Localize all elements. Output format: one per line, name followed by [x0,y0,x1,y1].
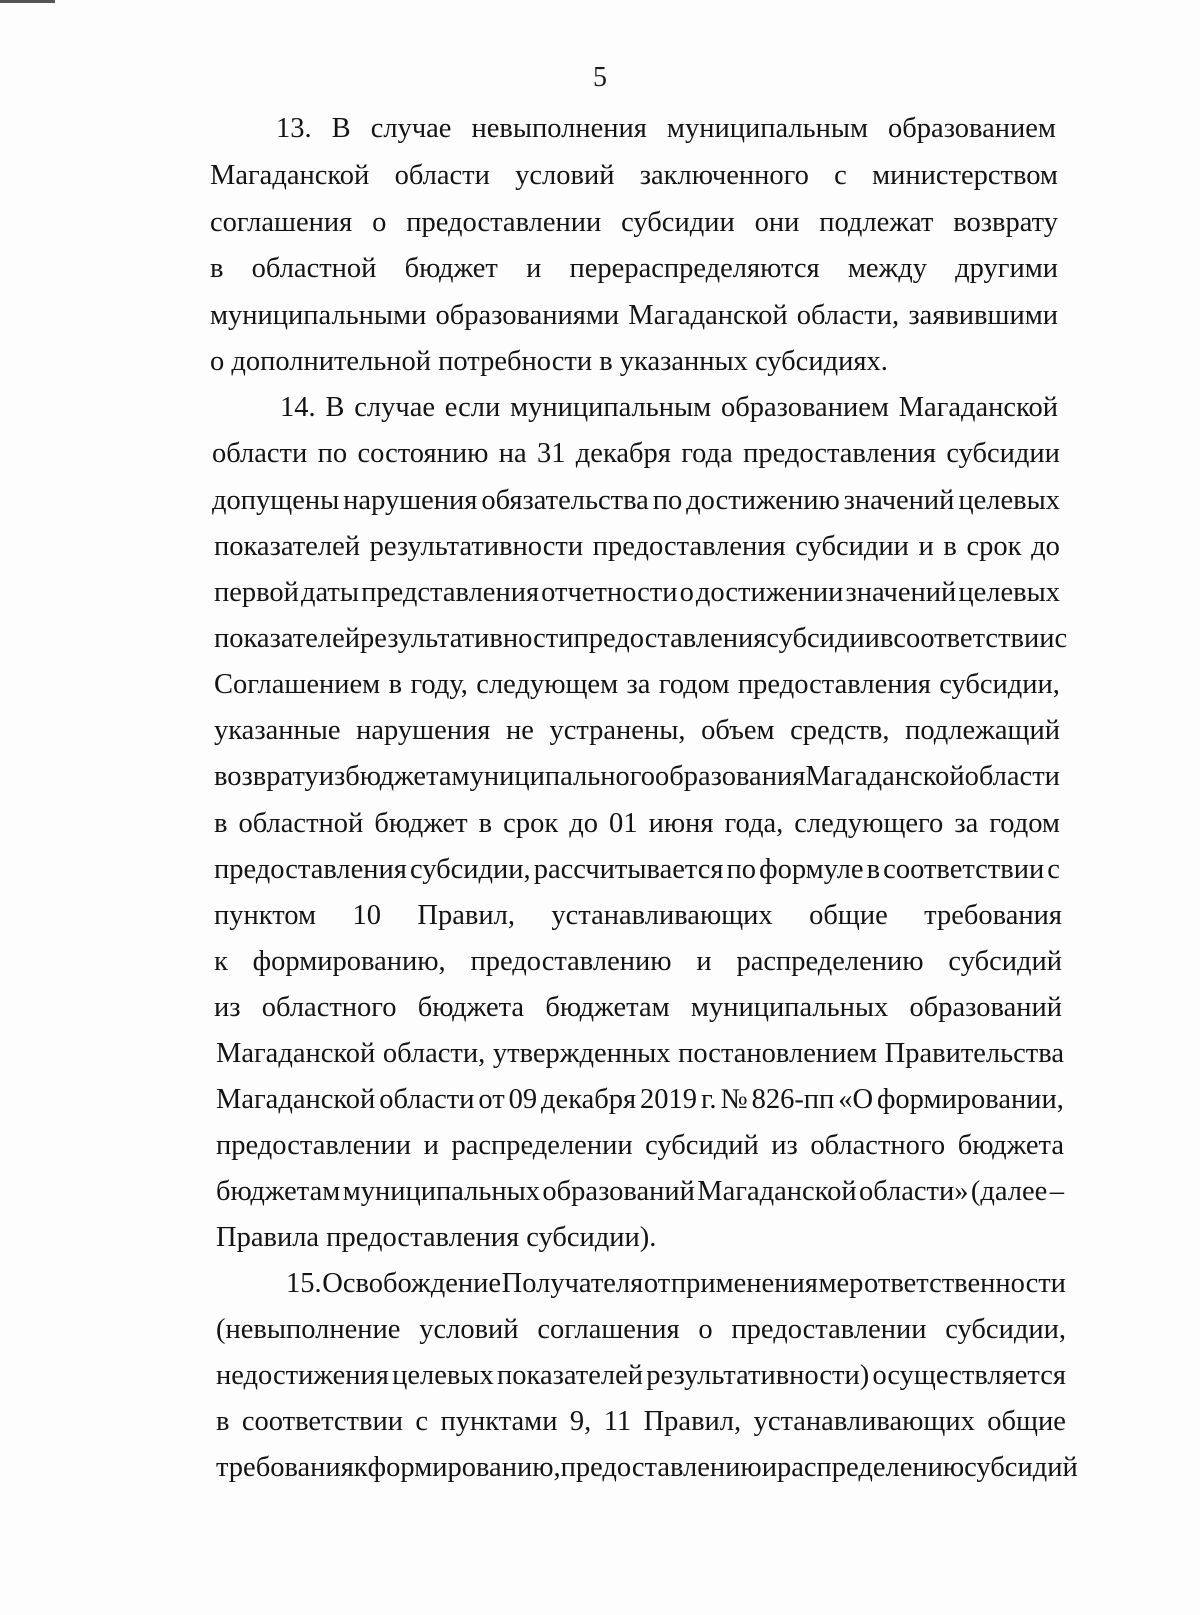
text-word: из [318,761,346,792]
text-word: – [1049,1176,1064,1207]
text-word: целевых [958,485,1060,516]
text-word: предоставления [592,531,786,562]
text-word: соответствии [241,1406,403,1437]
text-word: от [643,1268,671,1299]
text-word: и [423,1130,439,1161]
text-word: В [331,113,351,144]
text-word: областной [238,808,364,839]
text-word: другими [955,253,1058,284]
text-word: бюджетам [216,1176,341,1207]
text-word: в [216,1406,230,1437]
text-word: с [834,160,847,191]
text-word: года, [724,808,784,839]
text-line [216,1084,1064,1116]
text-word: распределению [736,946,924,977]
text-word: 10 [352,900,381,931]
text-word: «О [838,1084,874,1115]
text-word: формуле [759,854,864,885]
text-word: до [1031,531,1060,562]
text-word: заявившими [908,300,1058,331]
text-word: предоставлению [470,946,672,977]
text-line [216,1176,1064,1208]
text-word: Правил, [417,900,515,931]
text-word: по [726,854,757,885]
text-line [210,253,1058,285]
text-word: общие [809,900,888,931]
text-word: мер [818,1268,864,1299]
text-word: утвержденных [492,1038,671,1069]
text-word: годом [989,808,1060,839]
text-line [216,1130,1064,1162]
text-word: применения [670,1268,818,1299]
text-word: Соглашением [214,669,381,700]
text-word: если [444,392,501,423]
text-line [214,761,1060,793]
text-word: Магаданской [697,1176,857,1207]
text-word: 13. [276,113,312,144]
text-word: муниципальных [342,1176,541,1207]
text-word: подлежащий [905,715,1060,746]
text-word: и [696,946,712,977]
text-word: они [754,207,800,238]
text-line [214,531,1060,563]
text-word: июня [648,808,714,839]
text-word: областного [810,1130,946,1161]
text-word: Получателя [501,1268,644,1299]
text-word: устранены, [549,715,686,746]
text-word: Магаданской [216,1038,376,1069]
text-line [214,623,1068,655]
text-word: областной [251,253,377,284]
text-word: 9, [569,1406,592,1437]
text-line [210,300,1058,332]
text-word: из [214,992,241,1023]
text-word: средств, [790,715,890,746]
text-word: допущены [212,485,340,516]
text-word: предоставлении [216,1130,412,1161]
text-word: Магаданской [628,300,788,331]
text-word: о [372,207,387,238]
text-word: результативности) [646,1360,870,1391]
text-word: бюджета [417,992,525,1023]
text-word: пунктами [440,1406,558,1437]
text-word: о [679,577,694,608]
text-word: возврату [953,207,1058,238]
text-word: 09 [508,1084,538,1115]
text-line [276,113,1056,145]
text-word: соответствии [883,854,1045,885]
text-word: в [388,669,403,700]
text-word: области [964,761,1060,792]
text-word: предоставления [573,623,767,654]
text-word: показателей [214,531,360,562]
text-word: бюджета [957,1130,1064,1161]
text-word: области [212,438,308,469]
text-word: устанавливающих [753,1406,975,1437]
text-line [210,346,888,378]
text-line [280,392,1058,424]
text-word: на [498,438,527,469]
text-word: области, [796,300,900,331]
text-word: субсидий [645,1130,759,1161]
text-word: области» [858,1176,969,1207]
text-word: по [652,485,683,516]
text-word: в [866,854,881,885]
text-word: распределении [451,1130,633,1161]
text-word: представления [361,577,540,608]
text-word: предоставлении [731,1314,927,1345]
text-word: отчетности [541,577,678,608]
text-word: от [478,1084,505,1115]
scan-edge-mark [0,0,55,3]
text-word: случае [354,392,435,423]
text-word: 826-пп [751,1084,835,1115]
text-word: общие [987,1406,1066,1437]
text-word: срок [966,531,1022,562]
text-word: областного [261,992,397,1023]
text-word: за [954,808,979,839]
text-word: Магаданской [216,1084,376,1115]
text-word: образования [654,761,806,792]
text-word: субсидии [766,623,880,654]
text-word: постановлением [678,1038,878,1069]
text-word: (невыполнение [216,1314,401,1345]
text-word: субсидии [621,207,735,238]
text-word: в [478,808,493,839]
text-word: целевых [958,577,1060,608]
text-word: достижению [686,485,840,516]
text-word: по [317,438,348,469]
page-number: 5 [593,62,607,93]
text-word: ответственности [864,1268,1066,1299]
text-word: о дополнительной потребности в указанных субсидиях. [210,346,888,377]
text-line [216,1452,1078,1484]
text-word: года [681,438,733,469]
text-word: г. [700,1084,717,1115]
text-line [214,808,1060,840]
text-word: соответствии [893,623,1055,654]
text-line [286,1268,1066,1300]
text-word: декабря [575,438,671,469]
text-word: и [526,253,542,284]
text-word: формировании, [876,1084,1064,1115]
text-word: муниципальным [666,113,869,144]
text-word: образований [909,992,1062,1023]
text-word: показателей [214,623,360,654]
text-word: о [698,1314,713,1345]
text-line [214,992,1062,1024]
text-word: формированию, [252,946,446,977]
text-word: образованием [720,392,889,423]
text-word: соглашения [537,1314,680,1345]
text-word: следующем [476,669,619,700]
text-word: декабря [541,1084,637,1115]
text-word: из [771,1130,798,1161]
text-line [214,715,1060,747]
text-word: бюджетам [545,992,670,1023]
text-line [214,669,1060,701]
text-word: и [761,1452,777,1483]
text-word: бюджет [404,253,498,284]
text-word: нарушения [356,715,491,746]
text-word: образованием [888,113,1056,144]
text-word: состоянию [357,438,489,469]
text-word: за [626,669,651,700]
text-word: значений [845,577,957,608]
text-word: распределению [777,1452,965,1483]
text-word: между [847,253,927,284]
text-word: субсидии, [945,1314,1066,1345]
text-word: нарушения [343,485,478,516]
text-word: соглашения [210,207,353,238]
text-word: недостижения [216,1360,389,1391]
text-line [214,900,1062,932]
text-word: Освобождение [322,1268,502,1299]
text-word: субсидий [948,946,1062,977]
text-word: муниципальным [510,392,712,423]
text-line [212,485,1060,517]
text-word: 01 [609,808,638,839]
text-word: области [394,160,490,191]
text-word: условий [419,1314,519,1345]
text-word: Правила предоставления субсидии). [216,1222,657,1253]
text-word: к [214,946,228,977]
text-word: в [879,623,894,654]
text-word: субсидий [964,1452,1078,1483]
text-word: предоставления [214,854,407,885]
text-line [216,1406,1066,1438]
text-word: невыполнения [471,113,647,144]
text-word: предоставлению [560,1452,762,1483]
text-word: Правительства [884,1038,1064,1069]
text-word: и [918,531,934,562]
text-word: рассчитывается [533,854,724,885]
text-word: срок [503,808,559,839]
text-word: образованиями [435,300,620,331]
text-word: муниципального [451,761,655,792]
text-word: Магаданской [898,392,1058,423]
text-word: результативности [369,531,584,562]
text-word: случае [370,113,452,144]
text-line [210,207,1058,239]
text-line [216,1222,656,1254]
text-word: 11 [603,1406,632,1437]
text-word: году, [410,669,468,700]
text-word: бюджета [345,761,452,792]
text-word: (далее [970,1176,1048,1207]
text-word: обязательства [481,485,649,516]
text-line [210,160,1058,192]
text-word: подлежат [819,207,934,238]
text-word: области [379,1084,475,1115]
text-word: даты [301,577,360,608]
text-word: 31 [536,438,566,469]
text-word: требования [216,1452,354,1483]
text-word: в [943,531,957,562]
text-word: 15. [286,1268,322,1299]
text-line [214,577,1060,609]
text-word: Магаданской [805,761,965,792]
text-word: к [353,1452,368,1483]
text-word: предоставления [737,669,931,700]
text-word: устанавливающих [551,900,773,931]
text-word: перераспределяются [569,253,820,284]
text-line [216,1314,1066,1346]
text-word: до [569,808,598,839]
text-word: возврату [214,761,319,792]
text-word: Правил, [643,1406,742,1437]
text-word: указанные [214,715,341,746]
text-word: 2019 [640,1084,698,1115]
text-word: В [325,392,345,423]
text-word: результативности [359,623,574,654]
text-word: заключенного [639,160,809,191]
text-line [216,1038,1064,1070]
text-word: показателей [497,1360,643,1391]
text-word: бюджет [374,808,468,839]
text-word: муниципальных [690,992,889,1023]
text-word: № [720,1084,748,1115]
text-word: образований [542,1176,695,1207]
text-word: не [505,715,534,746]
text-word: области, [382,1038,486,1069]
text-word: министерством [872,160,1058,191]
text-word: первой [214,577,299,608]
text-word: субсидии, [939,669,1060,700]
text-word: субсидии [795,531,909,562]
text-word: субсидии [946,438,1060,469]
text-word: с [1054,623,1068,654]
text-word: требования [924,900,1062,931]
text-line [214,946,1062,978]
text-word: пунктом [214,900,317,931]
text-word: объем [701,715,775,746]
text-word: условий [515,160,615,191]
text-word: формированию, [367,1452,561,1483]
text-word: осуществляется [872,1360,1066,1391]
text-word: предоставлении [406,207,602,238]
text-word: предоставления [743,438,936,469]
text-word: с [1047,854,1060,885]
text-line [212,438,1060,470]
text-word: достижении [695,577,844,608]
text-word: значений [843,485,955,516]
text-word: годом [658,669,730,700]
text-line [214,854,1060,886]
text-word: в [214,808,228,839]
text-word: целевых [392,1360,494,1391]
text-line [216,1360,1066,1392]
text-word: с [415,1406,429,1437]
text-word: 14. [280,392,316,423]
text-word: следующего [794,808,944,839]
text-word: Магаданской [210,160,370,191]
text-word: субсидии, [409,854,531,885]
text-word: в [210,253,224,284]
text-word: муниципальными [210,300,427,331]
